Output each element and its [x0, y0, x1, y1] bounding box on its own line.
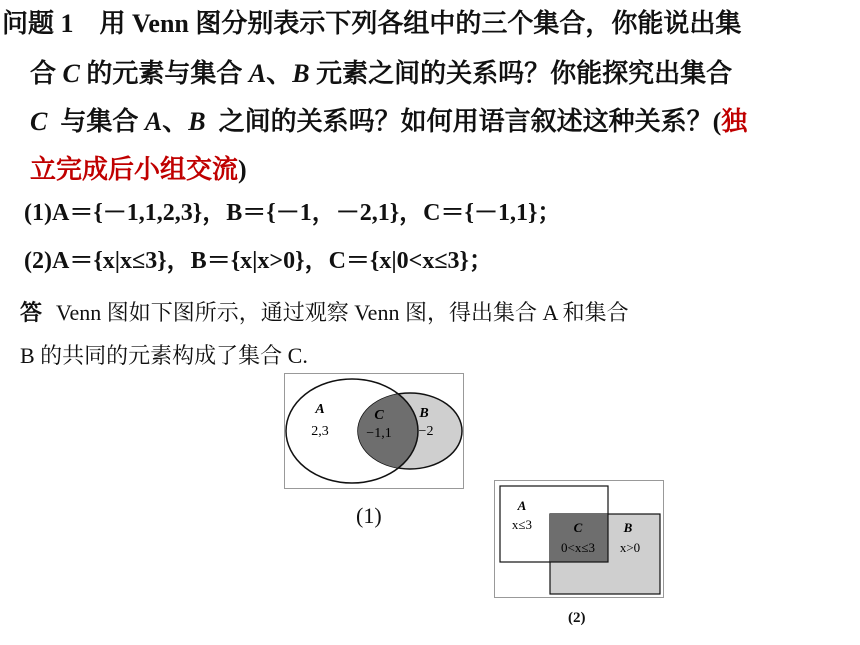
set-b-condition: x>0 — [619, 540, 641, 555]
question-line-1 — [2, 6, 741, 42]
venn-diagram-2 — [494, 480, 664, 598]
q4-red-text: 立完成后小组交流 — [30, 155, 239, 184]
set-b-name-2: B — [623, 520, 633, 535]
answer-line-2: B 的共同的元素构成了集合 C. — [20, 343, 308, 368]
q4-paren: ) — [238, 155, 247, 184]
set-a-condition: x≤3 — [511, 517, 533, 532]
q3-red-text: 独 — [721, 107, 748, 136]
q3-part-mid: 与集合 — [47, 107, 145, 136]
q3-sep: 、 — [162, 107, 189, 136]
question-label: 问题 1 — [2, 9, 74, 38]
q2-sep: 、 — [266, 59, 293, 88]
q2-set-c: C — [62, 59, 80, 88]
question-text-1: 用 Venn 图分别表示下列各组中的三个集合，你能说出集 — [99, 9, 742, 38]
q3-set-c: C — [30, 107, 48, 136]
item-2: (2)A＝{x|x≤3}，B＝{x|x>0}，C＝{x|0<x≤3}； — [24, 248, 493, 274]
set-b-elements: −2 — [418, 424, 434, 439]
answer-text-1: Venn 图如下图所示，通过观察 Venn 图，得出集合 A 和集合 — [56, 300, 629, 325]
venn-diagram-1 — [284, 373, 464, 489]
figure2-caption: (2) — [568, 610, 586, 626]
set-a-name-2: A — [517, 498, 527, 513]
set-a-elements: 2,3 — [311, 424, 329, 439]
question-line-4 — [30, 152, 247, 188]
question-line-3 — [30, 104, 747, 140]
set-b-name: B — [419, 406, 429, 421]
set-a-name: A — [315, 402, 325, 417]
q2-set-b: B — [292, 59, 310, 88]
figure1-caption: (1) — [356, 503, 382, 528]
answer-label: 答 — [20, 300, 43, 325]
set-c-elements: −1,1 — [366, 426, 392, 441]
q3-part-end: 之间的关系吗？如何用语言叙述这种关系？ — [205, 107, 713, 136]
answer-line-1 — [20, 298, 629, 328]
set-c-name-2: C — [573, 520, 583, 535]
q2-part-end: 元素之间的关系吗？你能探究出集合 — [309, 59, 733, 88]
set-c-name: C — [374, 408, 384, 423]
q2-part-a: 合 — [30, 59, 63, 88]
q3-set-b: B — [188, 107, 206, 136]
item-1: (1)A＝{－1,1,2,3}，B＝{－1，－2,1}，C＝{－1,1}； — [24, 200, 562, 226]
q3-paren: ( — [712, 107, 722, 136]
question-line-2 — [30, 56, 732, 92]
set-c-condition: 0<x≤3 — [561, 540, 595, 555]
q3-set-a: A — [144, 107, 163, 136]
q2-set-a: A — [248, 59, 267, 88]
q2-part-b: 的元素与集合 — [79, 59, 249, 88]
